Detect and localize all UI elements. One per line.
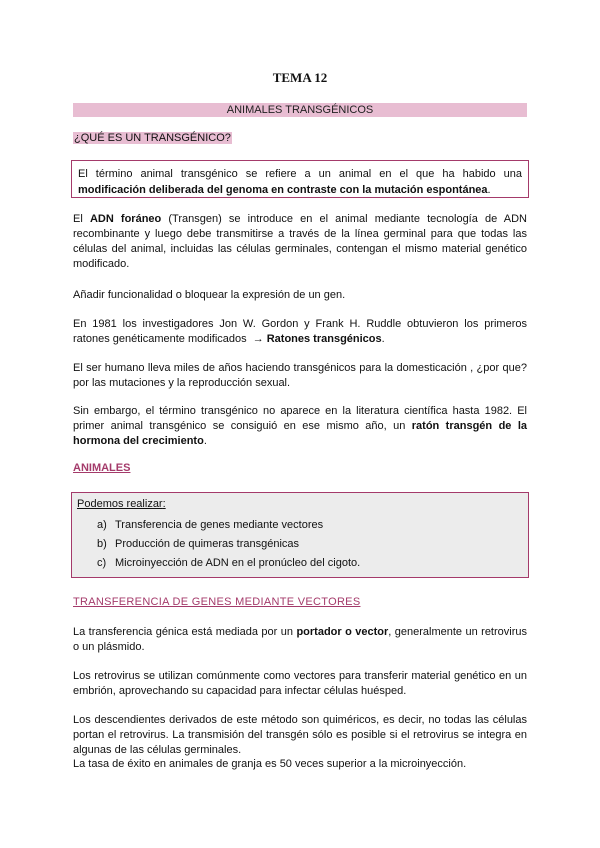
vector-end: , generalmente un retrovirus o un plásmido. [73,626,527,653]
literature-bold: ratón transgén de la hormona del crecimiento [73,420,527,447]
list-item-text: Microinyección de ADN en el pronúcleo del cigoto. [115,557,361,569]
page-title: TEMA 12 [272,70,328,85]
list-item-text: Transferencia de genes mediante vectores [115,519,324,531]
history-text: En 1981 los investigadores Jon W. Gordon y Frank H. Ruddle obtuvieron los primeros ratones genéticamente modificados [73,318,527,345]
list-item [97,516,523,535]
success-rate-paragraph: La tasa de éxito en animales de granja es 50 veces superior a la microinyección. [73,758,467,770]
section-heading-transfer: TRANSFERENCIA DE GENES MEDIANTE VECTORES [73,596,361,608]
literature-text: Sin embargo, el término transgénico no aparece en la literatura científica hasta 1982. El primer animal transgénico se consiguió en ese mismo año, un [73,405,527,432]
list-item [97,554,523,573]
question-heading-text: ¿QUÉ ES UN TRANSGÉNICO? [74,132,231,144]
history-bold: Ratones transgénicos [266,333,382,345]
methods-box [71,492,529,578]
methods-lead-text: Podemos realizar [77,498,163,510]
definition-bold: modificación deliberada del genoma en contraste con la mutación espontánea [78,184,488,196]
arrow-icon: → [252,333,264,345]
vector-paragraph [73,625,527,655]
adn-pre: El [73,213,90,225]
methods-lead [77,498,523,510]
vector-bold: portador o vector [296,626,389,638]
methods-lead-colon: : [162,498,166,510]
adn-paragraph [73,212,527,272]
section-heading-animales: ANIMALES [73,462,131,474]
history-end: . [381,333,385,345]
literature-end: . [203,435,207,447]
adn-bold: ADN foráneo [89,213,162,225]
question-heading [73,132,232,144]
literature-paragraph [73,404,527,449]
history-paragraph [73,317,527,347]
list-item-text: Producción de quimeras transgénicas [115,538,300,550]
descendants-paragraph: Los descendientes derivados de este método son quiméricos, es decir, no todas las células portan el retrovirus. La transmisión del transgén sólo es posible si el retrovirus se integra en algunas de las células germinales. [73,714,527,756]
retrovirus-paragraph: Los retrovirus se utilizan comúnmente como vectores para transferir material genético en un embrión, aprovechando su capacidad para infectar células huésped. [73,670,527,697]
definition-box [71,160,529,198]
list-item [97,535,523,554]
methods-list [77,516,523,573]
list-marker: c) [97,557,107,569]
list-marker: b) [97,538,107,550]
adn-rest: (Transgen) se introduce en el animal mediante tecnología de ADN recombinante y luego debe transmitirse a través de la línea germinal para que todas las células del animal, incluidas las células germinales, contengan el mismo material genético modificado. [73,213,527,270]
definition-end: . [487,184,491,196]
function-paragraph: Añadir funcionalidad o bloquear la expresión de un gen. [73,289,346,301]
list-marker: a) [97,519,107,531]
vector-text: La transferencia génica está mediada por un [73,626,297,638]
section-banner: ANIMALES TRANSGÉNICOS [73,103,527,117]
definition-lead: El término animal transgénico se refiere a un animal en el que ha habido una [78,168,522,180]
human-paragraph: El ser humano lleva miles de años haciendo transgénicos para la domesticación , ¿por que? por las mutaciones y la reproducción sexual. [73,362,527,389]
